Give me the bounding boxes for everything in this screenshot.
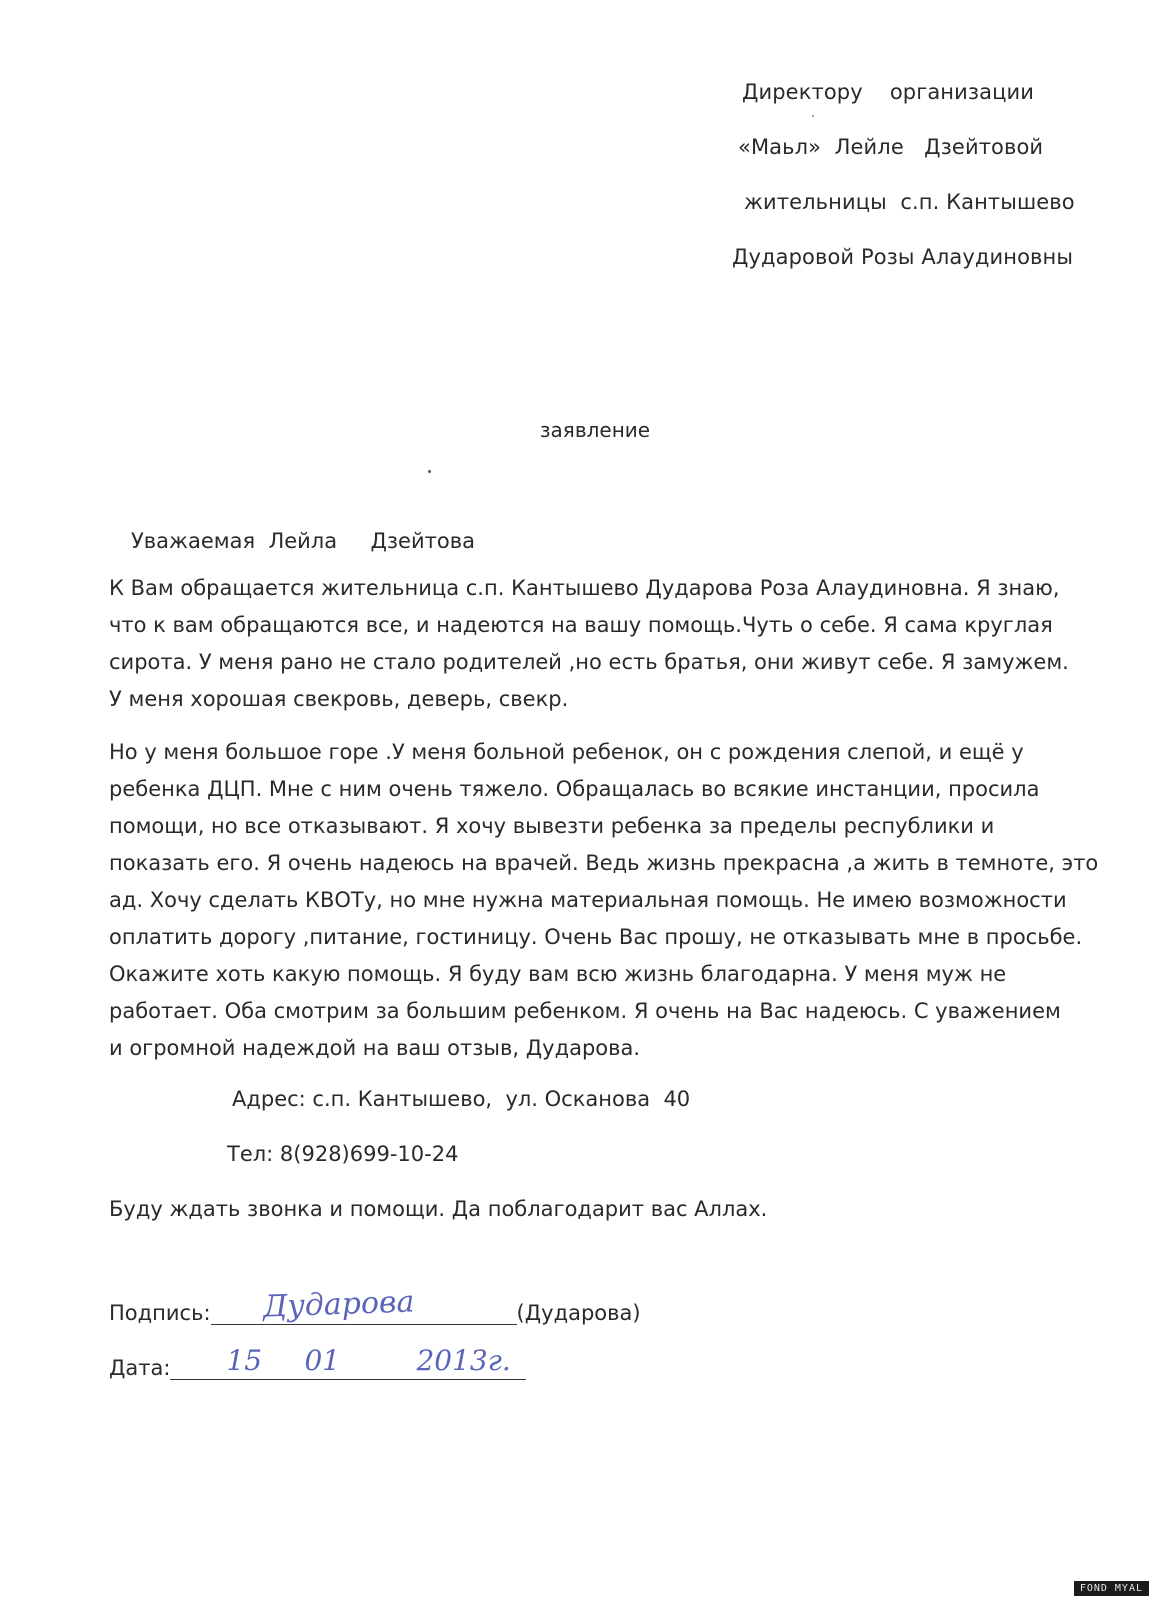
scan-speck (428, 470, 431, 473)
signature-field (211, 1284, 517, 1325)
addressee-line-3: жительницы с.п. Кантышево (744, 190, 1075, 214)
handwritten-date-month: 01 (304, 1344, 341, 1377)
paragraph-1 (109, 570, 1089, 718)
handwritten-signature: Дударова (261, 1284, 415, 1325)
paragraph-line: сирота. У меня рано не стало родителей ,но есть братья, они живут себе. Я замужем. (109, 650, 1069, 674)
paragraph-2 (109, 734, 1099, 1067)
greeting: Уважаемая Лейла Дзейтова (131, 529, 475, 553)
paragraph-line: помощи, но все отказывают. Я хочу вывезти ребенка за пределы республики и (109, 814, 995, 838)
date-field (170, 1344, 526, 1380)
paragraph-line: работает. Оба смотрим за большим ребенком. Я очень на Вас надеюсь. С уважением (109, 999, 1061, 1023)
addressee-line-2: «Маьл» Лейле Дзейтовой (738, 135, 1044, 159)
signature-printed-name: (Дударова) (516, 1301, 641, 1325)
signature-row (109, 1284, 641, 1325)
closing-line: Буду ждать звонка и помощи. Да поблагодарит вас Аллах. (109, 1197, 768, 1221)
paragraph-line: и огромной надеждой на ваш отзыв, Дударова. (109, 1036, 641, 1060)
paragraph-line: Окажите хоть какую помощь. Я буду вам всю жизнь благодарна. У меня муж не (109, 962, 1007, 986)
contact-address: Адрес: с.п. Кантышево, ул. Осканова 40 (232, 1087, 691, 1111)
handwritten-date-day: 15 (226, 1344, 263, 1377)
addressee-line-1: Директору организации (742, 80, 1035, 104)
date-row (109, 1344, 526, 1380)
handwritten-date-year: 2013г. (416, 1344, 511, 1377)
date-label: Дата: (109, 1356, 171, 1380)
paragraph-line: ад. Хочу сделать КВОТу, но мне нужна материальная помощь. Не имею возможности (109, 888, 1067, 912)
contact-phone: Тел: 8(928)699-10-24 (227, 1142, 459, 1166)
paragraph-line: что к вам обращаются все, и надеются на вашу помощь.Чуть о себе. Я сама круглая (109, 613, 1053, 637)
document-title: заявление (539, 418, 651, 442)
paragraph-line: показать его. Я очень надеюсь на врачей. Ведь жизнь прекрасна ,а жить в темноте, это (109, 851, 1099, 875)
addressee-line-4: Дударовой Розы Алаудиновны (732, 245, 1073, 269)
watermark: FOND MYAL (1074, 1581, 1149, 1596)
scan-speck (812, 115, 814, 117)
paragraph-line: У меня хорошая свекровь, деверь, свекр. (109, 687, 569, 711)
signature-label: Подпись: (109, 1301, 211, 1325)
paragraph-line: Но у меня большое горе .У меня больной ребенок, он с рождения слепой, и ещё у (109, 740, 1024, 764)
paragraph-line: К Вам обращается жительница с.п. Кантышево Дударова Роза Алаудиновна. Я знаю, (109, 576, 1060, 600)
paragraph-line: ребенка ДЦП. Мне с ним очень тяжело. Обращалась во всякие инстанции, просила (109, 777, 1040, 801)
paragraph-line: оплатить дорогу ,питание, гостиницу. Очень Вас прошу, не отказывать мне в просьбе. (109, 925, 1083, 949)
